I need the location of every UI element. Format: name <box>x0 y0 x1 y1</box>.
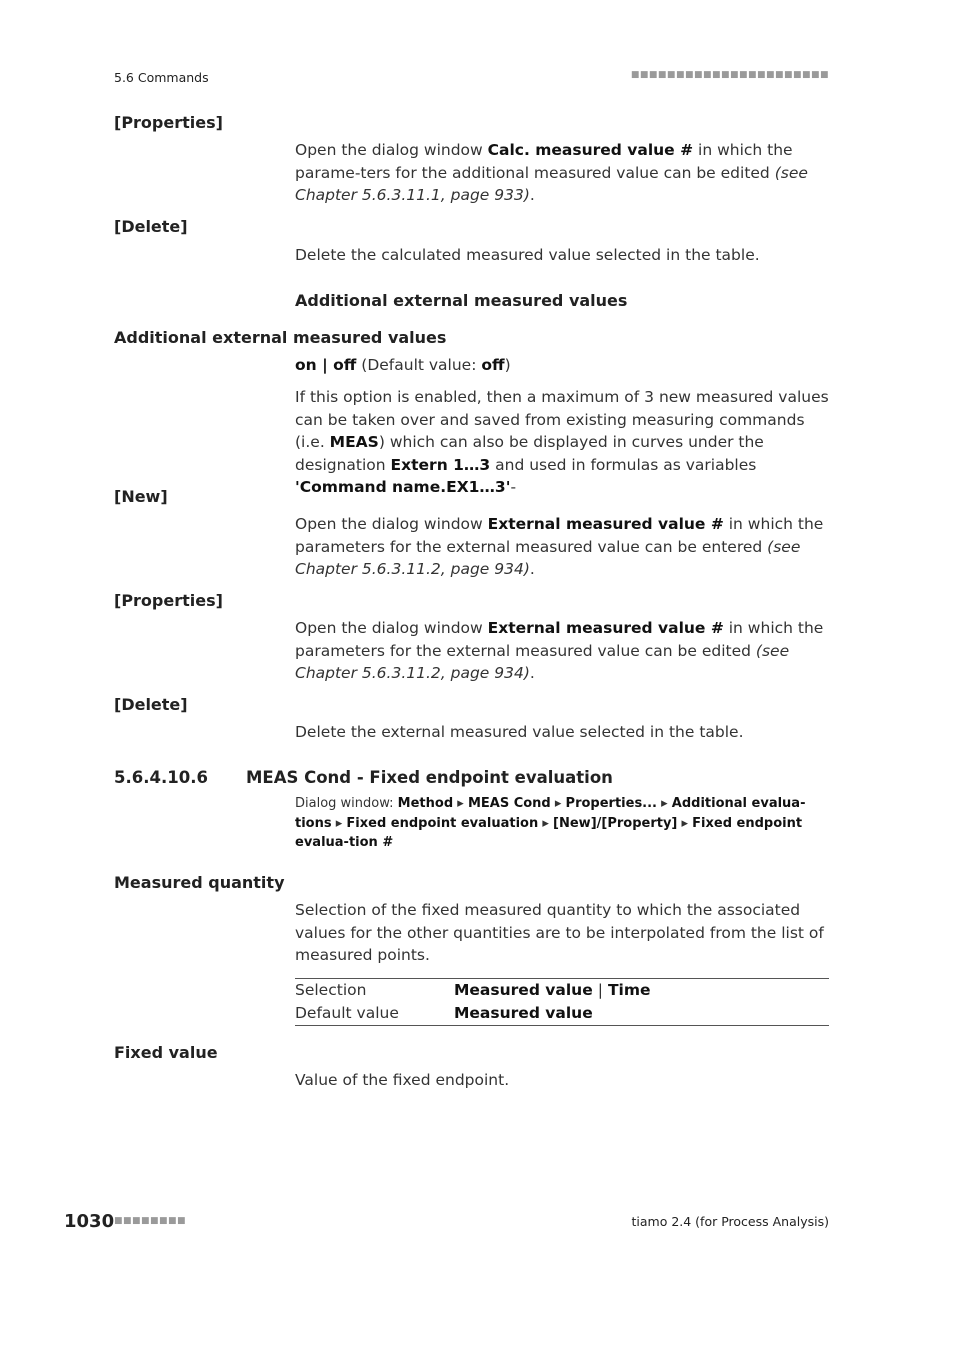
default-value-label: Default value <box>295 1004 399 1022</box>
section-number: 5.6.4.10.6 <box>114 768 208 787</box>
measured-quantity-label: Measured quantity <box>114 873 285 892</box>
running-header-section: 5.6 Commands <box>114 70 209 85</box>
default-value: Measured value <box>454 1004 593 1022</box>
ext-properties-label: [Properties] <box>114 591 223 610</box>
subheading-additional-external: Additional external measured values <box>295 291 628 310</box>
chapter-reference[interactable]: (see Chapter 5.6.3.11.2, page 934) <box>295 641 790 682</box>
table-row <box>295 1002 829 1025</box>
chapter-reference[interactable]: (see Chapter 5.6.3.11.2, page 934) <box>295 537 801 578</box>
section-title: MEAS Cond - Fixed endpoint evaluation <box>246 768 613 787</box>
fixed-value-description: Value of the fixed endpoint. <box>295 1071 510 1089</box>
ext-option-label: Additional external measured values <box>114 328 447 347</box>
ext-properties-description: Open the dialog window External measured value # in which the parameters for the external measured value can be edited (see Chapter 5.6.3.11.2, page 934). <box>295 619 824 682</box>
measured-quantity-description: Selection of the fixed measured quantity to which the associated values for the other quantities are to be interpolated from the list of measured points. <box>295 901 824 964</box>
calc-properties-label: [Properties] <box>114 113 223 132</box>
ext-new-description: Open the dialog window External measured value # in which the parameters for the external measured value can be entered (see Chapter 5.6.3.11.2, page 934). <box>295 515 824 578</box>
ext-delete-label: [Delete] <box>114 695 188 714</box>
calc-properties-description: Open the dialog window Calc. measured value # in which the parame-ters for the additional measured value can be edited (see Chapter 5.6.3.11.1, page 933). <box>295 141 808 204</box>
page-number: 1030 <box>64 1211 115 1232</box>
selection-label: Selection <box>295 981 367 999</box>
fixed-value-label: Fixed value <box>114 1043 218 1062</box>
chapter-reference[interactable]: (see Chapter 5.6.3.11.1, page 933) <box>295 163 808 204</box>
footer-product: tiamo 2.4 (for Process Analysis) <box>631 1214 829 1229</box>
table-row <box>295 979 829 1002</box>
running-header-dots: ■■■■■■■■■■■■■■■■■■■■■■ <box>630 70 829 80</box>
ext-option-description: If this option is enabled, then a maximum of 3 new measured values can be taken over and saved from existing measuring commands (i.e. MEAS) which can also be displayed in curves under the designation Extern 1…3 and used in formulas as variables 'Command name.EX1…3'- <box>295 388 829 496</box>
ext-option-default: on | off (Default value: off) <box>295 356 511 374</box>
calc-delete-label: [Delete] <box>114 217 188 236</box>
selection-values: Measured value | Time <box>454 981 651 999</box>
dialog-path: Dialog window: Method ▸ MEAS Cond ▸ Properties... ▸ Additional evalua-tions ▸ Fixed endpoint evaluation ▸ [New]/[Property] ▸ Fixed endpoint evalua-tion # <box>295 796 806 850</box>
measured-quantity-table <box>295 978 829 1026</box>
calc-delete-description: Delete the calculated measured value selected in the table. <box>295 246 760 264</box>
ext-delete-description: Delete the external measured value selected in the table. <box>295 723 744 741</box>
ext-new-label: [New] <box>114 487 168 506</box>
footer-dots: ■■■■■■■■ <box>114 1216 187 1226</box>
